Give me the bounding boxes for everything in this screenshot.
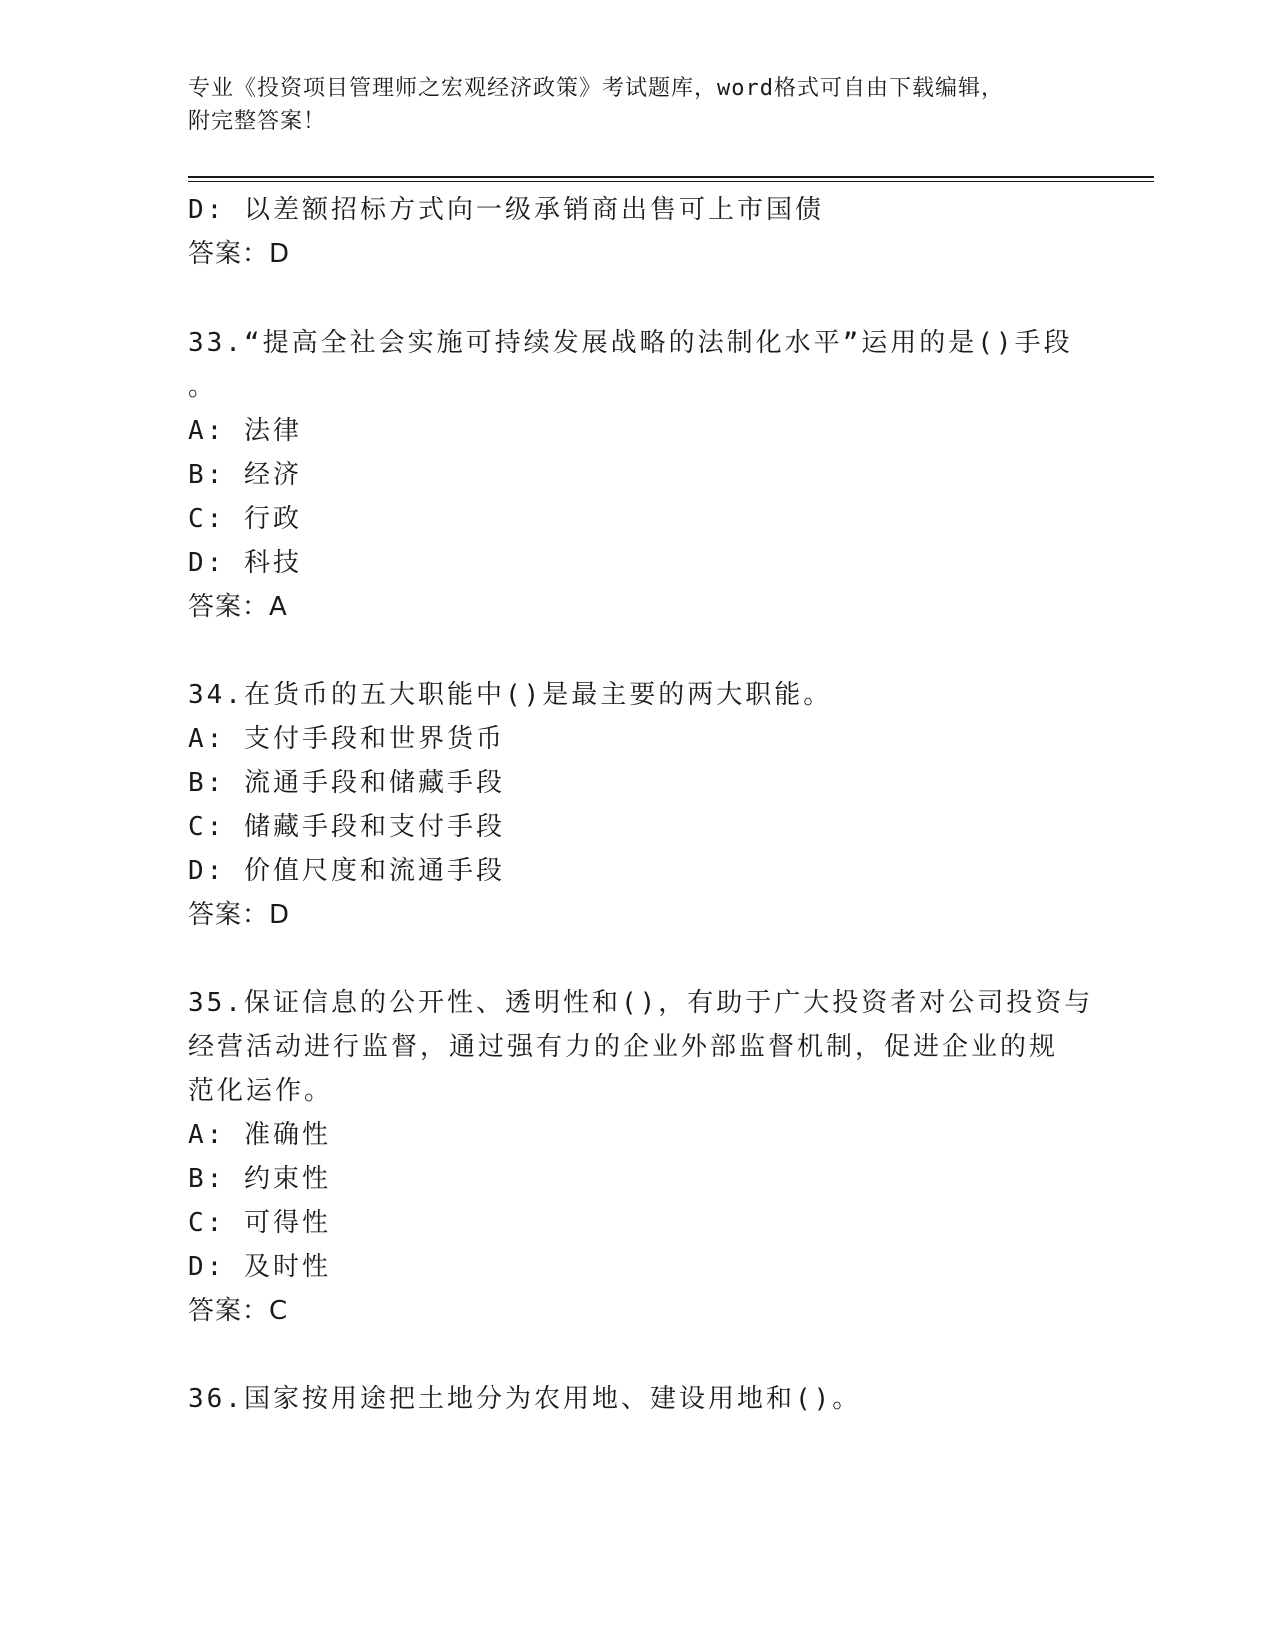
q33-option-b: B: 经济 xyxy=(188,460,302,490)
q36-stem: 36.国家按用途把土地分为农用地、建设用地和()。 xyxy=(188,1384,862,1414)
q34-option-b: B: 流通手段和储藏手段 xyxy=(188,768,505,798)
q35-stem-line-2: 经营活动进行监督，通过强有力的企业外部监督机制，促进企业的规 xyxy=(188,1032,1059,1062)
header-line-1: 专业《投资项目管理师之宏观经济政策》考试题库，word格式可自由下载编辑， xyxy=(188,76,1004,101)
q35-option-c: C: 可得性 xyxy=(188,1208,331,1238)
q35-stem-line-1: 35.保证信息的公开性、透明性和()，有助于广大投资者对公司投资与 xyxy=(188,988,1094,1018)
q35-option-d: D: 及时性 xyxy=(188,1252,331,1282)
q34-option-d: D: 价值尺度和流通手段 xyxy=(188,856,505,886)
header-line-2: 附完整答案！ xyxy=(188,109,327,134)
document-header xyxy=(188,72,1088,138)
q33-option-d: D: 科技 xyxy=(188,548,302,578)
q33-option-a: A: 法律 xyxy=(188,416,302,446)
q32-option-d: D: 以差额招标方式向一级承销商出售可上市国债 xyxy=(188,195,824,225)
q34-stem: 34.在货币的五大职能中()是最主要的两大职能。 xyxy=(188,680,833,710)
q34-option-a: A: 支付手段和世界货币 xyxy=(188,724,505,754)
q32-answer: 答案：D xyxy=(188,239,291,269)
q33-stem-line-1: 33.“提高全社会实施可持续发展战略的法制化水平”运用的是()手段 xyxy=(188,328,1073,358)
q33-stem-line-2: 。 xyxy=(188,372,218,402)
q34-answer: 答案：D xyxy=(188,900,291,930)
q33-answer: 答案：A xyxy=(188,592,288,622)
q34-option-c: C: 储藏手段和支付手段 xyxy=(188,812,505,842)
q33-option-c: C: 行政 xyxy=(188,504,302,534)
q35-option-b: B: 约束性 xyxy=(188,1164,331,1194)
q35-stem-line-3: 范化运作。 xyxy=(188,1076,334,1106)
header-divider-thin xyxy=(188,181,1154,182)
q35-answer: 答案：C xyxy=(188,1296,289,1326)
q35-option-a: A: 准确性 xyxy=(188,1120,331,1150)
header-divider-thick xyxy=(188,176,1154,178)
